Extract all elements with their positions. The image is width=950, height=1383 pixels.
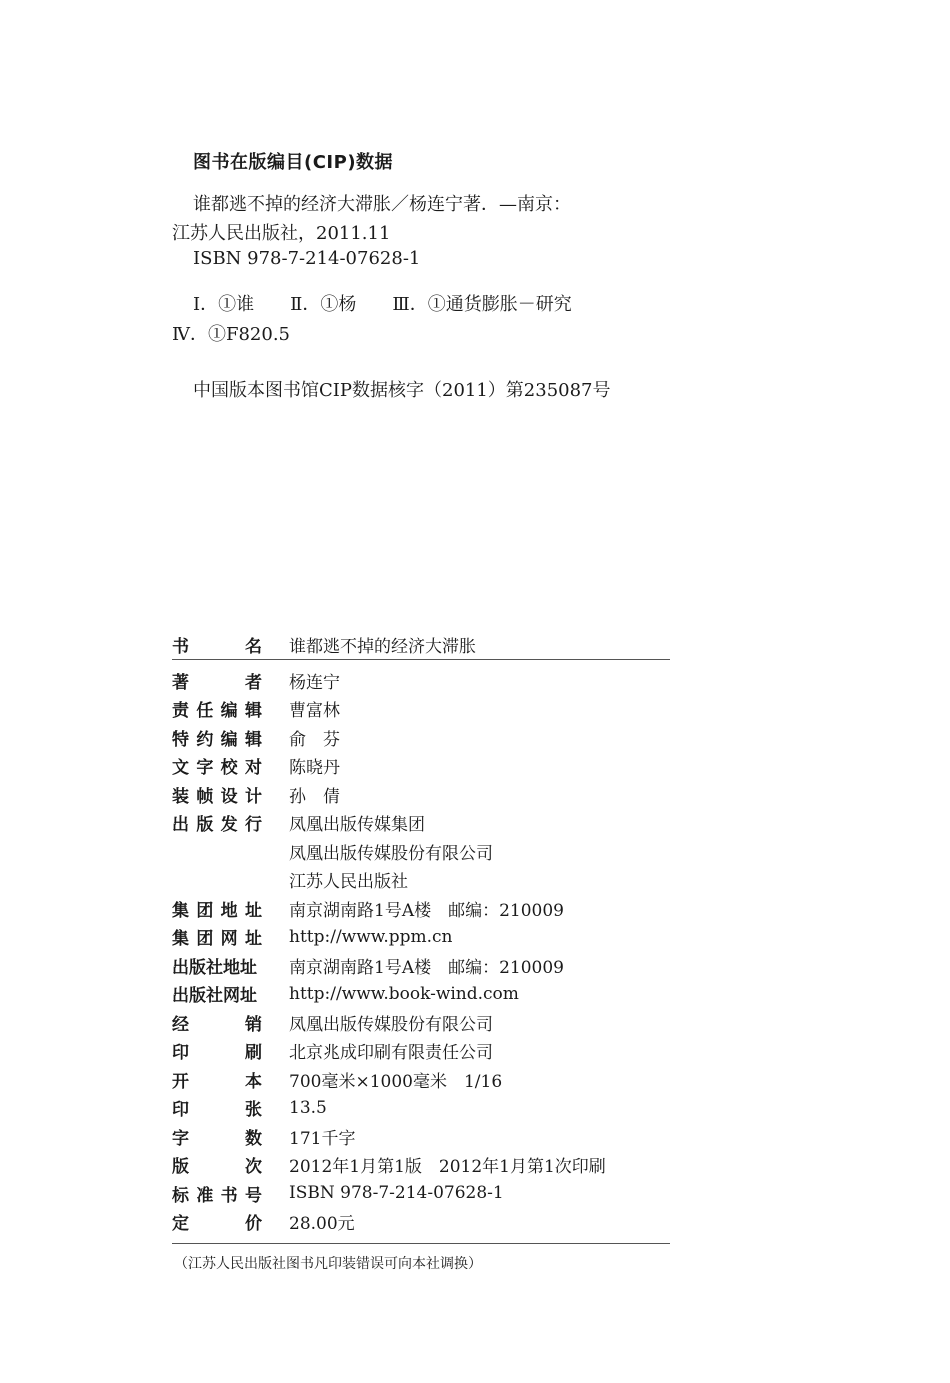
info-row (172, 1037, 670, 1066)
info-row (172, 1094, 670, 1123)
info-label-char: 印 (172, 1043, 189, 1064)
cip-line-class-code: Ⅳ．①F820.5 (172, 324, 291, 345)
info-row-label (172, 924, 262, 949)
info-row-label (172, 953, 262, 978)
info-row-value: 171千字 (289, 1128, 356, 1149)
info-label-char: 编 (220, 701, 238, 722)
cip-line-publisher: 江苏人民出版社，2011.11 (172, 223, 391, 244)
info-row-label (172, 668, 262, 693)
info-row-label (172, 725, 262, 750)
info-label-char: 任 (196, 701, 214, 722)
info-row-label (172, 1209, 262, 1234)
info-label-char: 装 (172, 786, 189, 807)
info-label-char: 本 (245, 1071, 262, 1092)
info-row-value: 孙 倩 (289, 786, 340, 807)
info-row-label (172, 1152, 262, 1177)
info-label-char: 定 (172, 1214, 189, 1235)
info-label-char: 团 (196, 900, 214, 921)
info-label-char: 约 (196, 729, 214, 750)
info-label-char: 书 (220, 1185, 238, 1206)
info-label-char: 刷 (245, 1043, 262, 1064)
info-label-char: 集 (172, 929, 189, 950)
info-label-char: 销 (245, 1014, 262, 1035)
info-label-char: 版 (196, 815, 214, 836)
info-label-char: 价 (245, 1214, 262, 1235)
info-row (172, 1151, 670, 1180)
info-row (172, 980, 670, 1009)
info-label-char: 辑 (244, 701, 262, 722)
info-row-label (172, 1095, 262, 1120)
info-label-char: 设 (220, 786, 238, 807)
info-row-value: 南京湖南路1号A楼 邮编：210009 (289, 957, 564, 978)
info-row-label (172, 810, 262, 835)
info-row (172, 923, 670, 952)
info-row-label (172, 1038, 262, 1063)
info-row-label (172, 696, 262, 721)
info-label-char: 辑 (244, 729, 262, 750)
info-label-char: 书 (172, 636, 189, 657)
info-row (172, 723, 670, 752)
info-row-value: 凤凰出版传媒股份有限公司 (289, 1014, 493, 1035)
info-label-char: 版 (172, 1157, 189, 1178)
cip-line-isbn: ISBN 978-7-214-07628-1 (193, 248, 421, 269)
info-row (172, 666, 670, 695)
info-row (172, 1179, 670, 1208)
info-row (172, 837, 670, 866)
cip-heading: 图书在版编目(CIP)数据 (193, 152, 394, 173)
info-label-char: 址 (244, 929, 262, 950)
info-row (172, 780, 670, 809)
info-row-value: 凤凰出版传媒集团 (289, 815, 425, 836)
info-row-label (172, 1010, 262, 1035)
info-label-char: 计 (244, 786, 262, 807)
info-row-label (172, 632, 262, 657)
info-label-char: 开 (172, 1071, 189, 1092)
info-row-value: 曹富林 (289, 701, 340, 722)
info-row (172, 631, 670, 660)
info-row-label (172, 896, 262, 921)
info-row-value: 陈晓丹 (289, 758, 340, 779)
info-label-char: 帧 (196, 786, 214, 807)
cip-line-title: 谁都逃不掉的经济大滞胀／杨连宁著．—南京： (193, 194, 571, 215)
info-label-char: 对 (244, 758, 262, 779)
info-label-char: 数 (245, 1128, 262, 1149)
info-label-char: 行 (244, 815, 262, 836)
info-row-label (172, 782, 262, 807)
info-row-value: http://www.book-wind.com (289, 983, 519, 1004)
info-row (172, 894, 670, 923)
info-label-char: 地 (220, 900, 238, 921)
info-row-label (172, 1124, 262, 1149)
info-label-char: 准 (196, 1185, 214, 1206)
info-row-value: 江苏人民出版社 (289, 872, 408, 893)
info-label-char: 发 (220, 815, 238, 836)
info-label-char: 号 (244, 1185, 262, 1206)
info-row-value: 2012年1月第1版 2012年1月第1次印刷 (289, 1157, 606, 1178)
info-row (172, 951, 670, 980)
info-row (172, 1008, 670, 1037)
info-label-char: 团 (196, 929, 214, 950)
info-label-char: 著 (172, 672, 189, 693)
info-row-label (172, 1067, 262, 1092)
info-label-char: 集 (172, 900, 189, 921)
info-label-char: 特 (172, 729, 189, 750)
info-row-value: http://www.ppm.cn (289, 926, 453, 947)
info-label-char: 字 (196, 758, 214, 779)
info-row-value: 凤凰出版传媒股份有限公司 (289, 843, 493, 864)
info-label-char: 出版社网址 (172, 986, 257, 1007)
info-label-char: 标 (172, 1185, 189, 1206)
footer-note: （江苏人民出版社图书凡印装错误可向本社调换） (174, 1256, 482, 1272)
info-label-char: 张 (245, 1100, 262, 1121)
info-label-char: 名 (245, 636, 262, 657)
info-row-value: 谁都逃不掉的经济大滞胀 (289, 636, 476, 657)
cip-line-verification: 中国版本图书馆CIP数据核字（2011）第235087号 (193, 380, 611, 401)
info-row (172, 1065, 670, 1094)
info-row-value: ISBN 978-7-214-07628-1 (289, 1183, 504, 1204)
info-row-value: 俞 芬 (289, 729, 340, 750)
info-row (172, 752, 670, 781)
info-row-value: 13.5 (289, 1097, 327, 1118)
info-row (172, 809, 670, 838)
info-label-char: 校 (220, 758, 238, 779)
info-label-char: 出版社地址 (172, 957, 257, 978)
info-label-char: 责 (172, 701, 189, 722)
info-label-char: 文 (172, 758, 189, 779)
info-label-char: 编 (220, 729, 238, 750)
info-row (172, 866, 670, 895)
info-row-value: 北京兆成印刷有限责任公司 (289, 1043, 493, 1064)
publication-info-table (172, 631, 670, 1236)
info-label-char: 址 (244, 900, 262, 921)
info-row-label (172, 1181, 262, 1206)
info-label-char: 次 (245, 1157, 262, 1178)
info-row-label (172, 753, 262, 778)
info-row (172, 1122, 670, 1151)
info-label-char: 印 (172, 1100, 189, 1121)
info-label-char: 者 (245, 672, 262, 693)
info-row (172, 1208, 670, 1237)
info-label-char: 出 (172, 815, 189, 836)
info-row-label (172, 981, 262, 1006)
info-row-value: 杨连宁 (289, 672, 340, 693)
info-row-value: 28.00元 (289, 1214, 355, 1235)
info-row (172, 695, 670, 724)
info-label-char: 网 (220, 929, 238, 950)
info-label-char: 经 (172, 1014, 189, 1035)
info-label-char: 字 (172, 1128, 189, 1149)
info-row-value: 700毫米×1000毫米 1/16 (289, 1071, 503, 1092)
cip-line-classification: Ⅰ．①谁 Ⅱ．①杨 Ⅲ．①通货膨胀－研究 (193, 294, 572, 315)
bottom-rule (172, 1243, 670, 1244)
info-row-value: 南京湖南路1号A楼 邮编：210009 (289, 900, 564, 921)
